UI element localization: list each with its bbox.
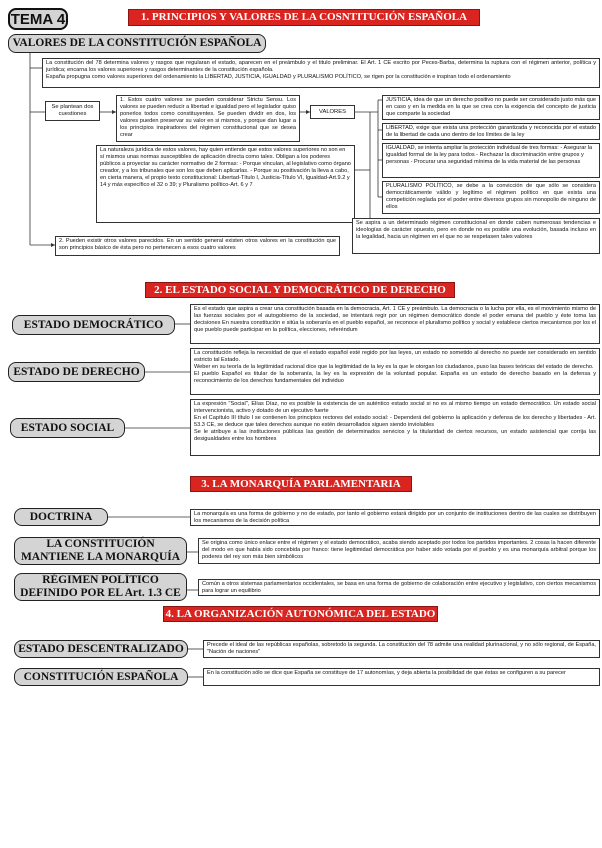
estado-descentralizado-pill — [14, 640, 188, 658]
naturaleza-text: La naturaleza jurídica de estos valores, hay quien entiende que estos valores superiores no son en sí mismos unas normas susceptibles de aplicación directa como tales. Obligan a los poderes públicos a proyectar su carácter normativo de 2 formas: - Porque vinculan, al legislativo como órgano creador, y a los tribunales que son los que deben aplicarlas. - Porque su positivación la lleva a cabo, en cierta manera, el propio texto constitucional: Libertad-Título I, Justicia-Título VI, Igualdad-Art.9.2 y 14 y más específico el 32 o 39; y Pluralismo político-Art. 6 y 7 — [100, 147, 351, 188]
mantiene-monarquia-box — [198, 538, 600, 564]
pluralismo-text: PLURALISMO POLÍTICO, se debe a la convicción de que sólo se considera democráticamente válido y legítimo el régimen político en que exista una competición reglada por el poder entre diversos grupos sin monopolio de ninguno de ellos — [386, 183, 596, 210]
cuestiones-text: Se plantean dos cuestiones — [51, 104, 94, 117]
regimen-constitucional-text: Se aspira a un determinado régimen constitucional en donde caben numerosas tendencias e ideologías de carácter opuesto, pero en donde no es posible una evolución, basada incluso en la legalidad, hacia un régimen en el que no se respetasen tales valores — [356, 220, 596, 240]
regimen-politico-text: Común a otros sistemas parlamentarios occidentales, se basa en una forma de gobierno de colaboración entre ejecutivo y legislativo, con ciertos mecanismos para lograr un equilibrio — [202, 581, 596, 594]
estado-derecho-label: ESTADO DE DERECHO — [13, 365, 140, 378]
justicia-box — [382, 95, 600, 120]
regimen-politico-label: RÉGIMEN POLÍTICO DEFINIDO POR EL Art. 1.3 CE — [20, 574, 181, 599]
regimen-constitucional-box — [352, 218, 600, 254]
igualdad-text: IGUALDAD, se intenta ampliar la protección individual de tres formas: - Asegurar la igualdad formal de la ley para todos - Rechazar la discriminación entre grupos y personas - Procurar una seguridad mínima de la vida material de las personas — [386, 145, 593, 165]
estado-social-text-1: La expresión "Social", Elías Díaz, no es posible la existencia de un auténtico estado social si no es al mismo tiempo un estado democrático. Un estado social intervencionista, activo y dotado de un ejecutivo fuerte — [194, 401, 596, 414]
estado-democratico-pill — [12, 315, 175, 335]
section-3-title — [190, 476, 412, 492]
tema-badge — [8, 8, 68, 30]
section-2-title-text: 2. EL ESTADO SOCIAL Y DEMOCRÁTICO DE DERECHO — [154, 284, 446, 296]
estado-derecho-box — [190, 348, 600, 395]
doctrina-label: DOCTRINA — [29, 510, 93, 523]
estado-democratico-label: ESTADO DEMOCRÁTICO — [23, 318, 164, 331]
mantiene-monarquia-text: Se origina como único enlace entre el régimen y el estado democrático, acaba siendo aceptado por todos los partidos importantes. 2 cosas la hacen diferente del modo en que había sido concebida por franco: tiene legitimidad democrática por haber sido votada por el pueblo y es una monarquía arbitral porque los poderes del rey son más bien simbólicos — [202, 540, 596, 560]
cuestiones-box — [45, 101, 100, 121]
valores-pill-label: VALORES DE LA CONSTITUCIÓN ESPAÑOLA — [12, 37, 262, 49]
section-3-title-text: 3. LA MONARQUÍA PARLAMENTARIA — [201, 478, 401, 490]
section-1-title — [128, 9, 480, 26]
estado-social-pill — [10, 418, 125, 438]
regimen-politico-box — [198, 579, 600, 596]
section-1-title-text: 1. PRINCIPIOS Y VALORES DE LA COSNTITUCIÓN ESPAÑOLA — [140, 11, 468, 23]
constitucion-espanola-box — [203, 668, 600, 686]
question-1-box — [116, 95, 300, 142]
constitucion-espanola-text: En la constitución sólo se dice que España se constituye de 17 autonomías, y deja abierta la posibilidad de que éstas se configuren a su parecer — [207, 670, 566, 676]
constitucion-espanola-pill — [14, 668, 188, 686]
igualdad-box — [382, 143, 600, 178]
estado-democratico-box — [190, 304, 600, 344]
intro-box — [42, 58, 600, 88]
estado-social-label: ESTADO SOCIAL — [20, 421, 115, 434]
estado-descentralizado-label: ESTADO DESCENTRALIZADO — [18, 642, 184, 655]
estado-social-box — [190, 399, 600, 456]
libertad-box — [382, 123, 600, 140]
intro-text: La constitución del 78 determina valores y rasgos que regularan el estado, aparecen en el preámbulo y el titulo preliminar. El Art. 1 CE escrito por Peces-Barba, determina la ruptura con el régimen anterior, política y jurídica; encarna los valores superiores y rasgos determinantes de la constitución española. — [46, 60, 596, 73]
doctrina-pill — [14, 508, 108, 526]
doctrina-box — [190, 509, 600, 526]
regimen-politico-pill — [14, 573, 187, 601]
question-2-text: 2. Pueden existir otros valores parecidos. En un sentido general existen otros valores en la constitución que son principios básico de ésta pero no pertenecen a esos cuatro valores — [59, 238, 336, 251]
section-4-title — [163, 606, 438, 622]
intro-text-2: España propugna como valores superiores del ordenamiento la LIBERTAD, JUSTICIA, IGUALDAD y PLURALISMO POLÍTICO, se rigen por la constitución e inspiran todo el ordenamiento — [46, 73, 511, 80]
estado-derecho-text-1: La constitución refleja la necesidad de que el estado español esté regido por las leyes, un estado no sometido al derecho no puede ser considerado en sentido estricto tal Estado. — [194, 350, 596, 363]
naturaleza-box — [96, 145, 355, 223]
mantiene-monarquia-pill — [14, 537, 187, 565]
valores-pill — [8, 34, 266, 53]
valores-label-box — [310, 105, 355, 119]
question-1-text: 1. Estos cuatro valores se pueden considerar Strictu Sensu. Los valores se pueden reducir a libertad e igualdad pero el legislador quiso ponerlos todos como constituyentes. Se pueden dividir en dos, los valores pueden preservar su valor en si mismos, y porque dan lugar a los principios inspiradores del régimen constitucional que se desea crear — [120, 97, 296, 138]
tema-label: TEMA 4 — [10, 10, 66, 28]
question-2-box — [55, 236, 340, 256]
libertad-text: LIBERTAD, exige que exista una protección garantizada y reconocida por el estado de la libertad de cada uno dentro de los límites de la ley — [386, 125, 596, 138]
section-2-title — [145, 282, 455, 298]
pluralismo-box — [382, 181, 600, 214]
estado-social-text-2: En el Capítulo III título I se contienen los principios rectores del estado social: - Dependerá del gobierno la aplicación y defensa de los derecho y libertades - Art. 53.3 CE, se deduce que tales derechos aunque no estén desarrollados siguen siendo inviolables — [194, 414, 596, 428]
mantiene-monarquia-label: LA CONSTITUCIÓN MANTIENE LA MONARQUÍA — [20, 538, 181, 563]
constitucion-espanola-label: CONSTITUCIÓN ESPAÑOLA — [23, 670, 179, 683]
estado-derecho-text-3: El pueblo Español es titular de la soberanía, la ley es la expresión de la voluntad popular. España es un estado de derecho basado en la defensa y reconocimiento de los derechos fundamentales del individuo — [194, 370, 596, 384]
estado-descentralizado-text: Precede el ideal de las repúblicas españolas, sobretodo la segunda. La constitución del 78 admite una realidad plurinacional, y no sólo regional, de España, "Nación de naciones" — [207, 642, 596, 655]
justicia-text: JUSTICIA, idea de que un derecho positivo no puede ser considerado justo más que en caso y en la medida en la que se crea con la exigencia del concepto de justicia que comparte la sociedad — [386, 97, 596, 117]
section-4-title-text: 4. LA ORGANIZACIÓN AUTONÓMICA DEL ESTADO — [165, 608, 436, 620]
estado-derecho-text-2: Weber en su teoría de la legitimidad racional dice que la legitimidad de la ley es la que le otorgan los ciudadanos, puso las bases teóricas del estado de derecho. — [194, 363, 594, 370]
estado-democratico-text: Es el estado que aspira a crear una constitución basada en la democracia, Art. 1 CE y preámbulo. La democracia o la lucha por ella, es el movimiento mismo de las fuerzas sociales por el autogobierno de la sociedad, se intentará regir por un régimen democrático donde el poder emana del pueblo y éste toma las decisiones En nuestra constitución e sitúa la soberanía en el pueblo español, se reconoce el pluralismo político y social y establece ciertos mecanismos por los el que pueblo puede participar en la política, elecciones, referéndum — [194, 306, 596, 333]
estado-descentralizado-box — [203, 640, 600, 658]
doctrina-text: La monarquía es una forma de gobierno y no de estado, por tanto el gobierno estará dirigido por un conjunto de instituciones dentro de las cuales se distribuyen los mecanismos de la decisión política — [194, 511, 596, 524]
estado-social-text-3: Se le atribuye a las instituciones públicas las gestión de determinados servicios y la titularidad de ciertos recursos, un estado asistencial que corrija las desigualdades entre los hombres — [194, 428, 596, 442]
valores-label: VALORES — [319, 108, 346, 115]
estado-derecho-pill — [8, 362, 145, 382]
